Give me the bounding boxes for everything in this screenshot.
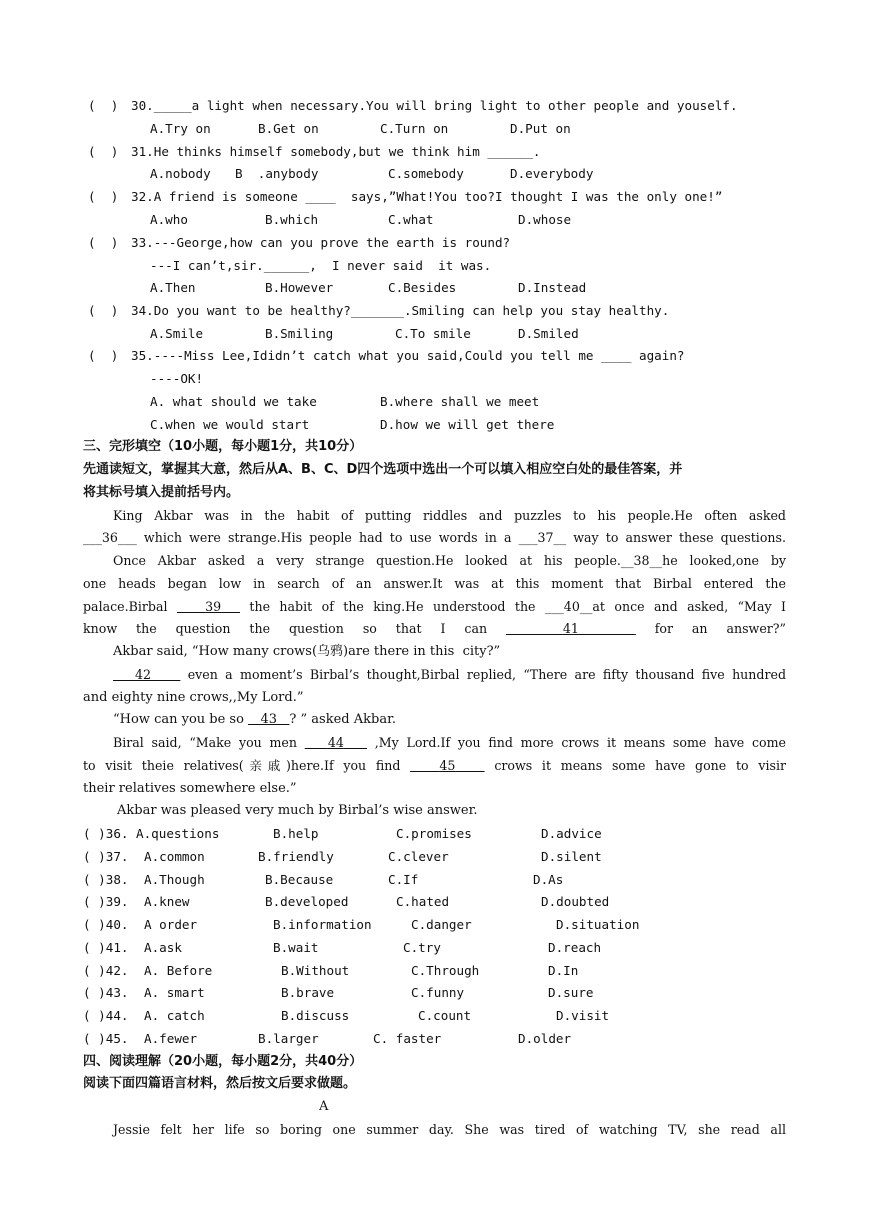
question-31-stem: 31.He thinks himself somebody,but we think him ______.: [131, 144, 541, 159]
passage-line: [83, 598, 786, 616]
q33-option-c[interactable]: C.Besides: [388, 280, 457, 295]
answer-paren[interactable]: ( ): [88, 303, 119, 318]
question-30-stem: 30._____a light when necessary.You will bring light to other people and youself.: [131, 98, 738, 113]
blank-39: 39: [205, 599, 222, 614]
cloze-number[interactable]: ( )37.: [83, 849, 129, 864]
cloze-option-c[interactable]: C.hated: [396, 894, 450, 909]
cloze-number[interactable]: ( )42.: [83, 963, 129, 978]
q31-option-c[interactable]: C.somebody: [388, 166, 464, 181]
cloze-option-a[interactable]: A order: [144, 917, 198, 932]
cloze-option-b[interactable]: B.larger: [258, 1031, 319, 1046]
passage-text: crows it means some have gone to visir: [494, 758, 786, 773]
question-32-stem: 32.A friend is someone ____ says,”What!You too?I thought I was the only one!”: [131, 189, 723, 204]
q32-option-b[interactable]: B.which: [265, 212, 319, 227]
cloze-option-c[interactable]: C.count: [418, 1008, 472, 1023]
q32-option-a[interactable]: A.who: [150, 212, 188, 227]
passage-a-label: A: [319, 1099, 329, 1114]
passage-line: one heads began low in search of an answer.It was at this moment that Birbal entered the: [83, 576, 786, 591]
q30-option-c[interactable]: C.Turn on: [380, 121, 449, 136]
cloze-option-b[interactable]: B.Without: [281, 963, 350, 978]
section-3-instruction-line2: 将其标号填入提前括号内。: [83, 485, 240, 500]
answer-paren[interactable]: ( ): [88, 235, 119, 250]
q31-option-a[interactable]: A.nobody: [150, 166, 211, 181]
cloze-number[interactable]: ( )43.: [83, 985, 129, 1000]
section-3-instruction-line1: 先通读短文，掌握其大意，然后从A、B、C、D四个选项中选出一个可以填入相应空白处的最佳答案，并: [83, 462, 683, 477]
section-4-instruction: 阅读下面四篇语言材料，然后按文后要求做题。: [83, 1076, 357, 1091]
cloze-option-a[interactable]: A.ask: [144, 940, 182, 955]
cloze-option-c[interactable]: C.If: [388, 872, 419, 887]
passage-line: [83, 757, 786, 775]
section-4-heading: 四、阅读理解（20小题，每小题2分，共40分）: [83, 1054, 363, 1069]
cloze-option-a[interactable]: A.questions: [136, 826, 220, 841]
cloze-option-a[interactable]: A.knew: [144, 894, 190, 909]
cloze-option-b[interactable]: B.help: [273, 826, 319, 841]
q31-option-b[interactable]: B .anybody: [235, 166, 319, 181]
cloze-option-b[interactable]: B.wait: [273, 940, 319, 955]
cloze-option-b[interactable]: B.discuss: [281, 1008, 350, 1023]
passage-a-first-line: Jessie felt her life so boring one summer day. She was tired of watching TV, she read all: [113, 1122, 786, 1137]
question-34-stem: 34.Do you want to be healthy?_______.Smiling can help you stay healthy.: [131, 303, 670, 318]
cloze-option-c[interactable]: C.promises: [396, 826, 472, 841]
q30-option-d[interactable]: D.Put on: [510, 121, 571, 136]
blank-44: 44: [327, 735, 344, 750]
cloze-option-d[interactable]: D.reach: [548, 940, 602, 955]
cloze-option-b[interactable]: B.brave: [281, 985, 335, 1000]
cloze-option-c[interactable]: C.try: [403, 940, 441, 955]
passage-line: [83, 666, 786, 684]
cloze-option-a[interactable]: A.Though: [144, 872, 205, 887]
passage-text: ,My Lord.If you find more crows it means some have come: [374, 735, 787, 750]
cloze-option-d[interactable]: D.As: [533, 872, 564, 887]
q33-option-d[interactable]: D.Instead: [518, 280, 587, 295]
cloze-option-d[interactable]: D.older: [518, 1031, 572, 1046]
q34-option-d[interactable]: D.Smiled: [518, 326, 579, 341]
passage-text: the habit of the king.He understood the ___40__at once and asked, “May I: [249, 599, 786, 614]
passage-line: Akbar was pleased very much by Birbal’s wise answer.: [117, 803, 478, 818]
blank-45: 45: [439, 758, 456, 773]
q34-option-a[interactable]: A.Smile: [150, 326, 204, 341]
question-33-stem: 33.---George,how can you prove the earth is round?: [131, 235, 511, 250]
cloze-option-a[interactable]: A.common: [144, 849, 205, 864]
section-3-heading: 三、完形填空（10小题，每小题1分，共10分）: [83, 439, 363, 454]
cloze-option-d[interactable]: D.doubted: [541, 894, 610, 909]
q31-option-d[interactable]: D.everybody: [510, 166, 594, 181]
cloze-option-d[interactable]: D.situation: [556, 917, 640, 932]
q35-option-b[interactable]: B.where shall we meet: [380, 394, 540, 409]
question-33-reply: ---I can’t,sir.______, I never said it was.: [150, 258, 492, 273]
q35-option-d[interactable]: D.how we will get there: [380, 417, 555, 432]
q35-option-a[interactable]: A. what should we take: [150, 394, 317, 409]
cloze-option-c[interactable]: C.funny: [411, 985, 465, 1000]
blank-42: 42: [135, 667, 152, 682]
q30-option-b[interactable]: B.Get on: [258, 121, 319, 136]
cloze-option-b[interactable]: B.developed: [265, 894, 349, 909]
answer-paren[interactable]: ( ): [88, 144, 119, 159]
q34-option-b[interactable]: B.Smiling: [265, 326, 334, 341]
cloze-number[interactable]: ( )45.: [83, 1031, 129, 1046]
q33-option-a[interactable]: A.Then: [150, 280, 196, 295]
cloze-option-a[interactable]: A.fewer: [144, 1031, 198, 1046]
passage-line: and eighty nine crows,,My Lord.”: [83, 690, 304, 705]
cloze-option-a[interactable]: A. smart: [144, 985, 205, 1000]
passage-line: King Akbar was in the habit of putting riddles and puzzles to his people.He often asked: [113, 508, 786, 523]
passage-text: palace.Birbal: [83, 599, 168, 614]
cloze-option-d[interactable]: D.silent: [541, 849, 602, 864]
cloze-option-c[interactable]: C.danger: [411, 917, 472, 932]
cloze-number[interactable]: ( )38.: [83, 872, 129, 887]
cloze-option-d[interactable]: D.In: [548, 963, 579, 978]
q32-option-d[interactable]: D.whose: [518, 212, 572, 227]
cloze-option-d[interactable]: D.visit: [556, 1008, 610, 1023]
blank-41: 41: [562, 621, 579, 636]
cloze-option-b[interactable]: B.Because: [265, 872, 334, 887]
q32-option-c[interactable]: C.what: [388, 212, 434, 227]
q33-option-b[interactable]: B.However: [265, 280, 334, 295]
passage-line: ___36___ which were strange.His people had to use words in a ___37__ way to answer these questions.: [83, 530, 786, 545]
passage-line: [83, 734, 786, 752]
cloze-option-b[interactable]: B.information: [273, 917, 372, 932]
passage-line: Once Akbar asked a very strange question.He looked at his people.__38__he looked,one by: [113, 553, 786, 568]
cloze-option-d[interactable]: D.advice: [541, 826, 602, 841]
answer-paren[interactable]: ( ): [88, 348, 119, 363]
question-35-stem: 35.----Miss Lee,Ididn’t catch what you said,Could you tell me ____ again?: [131, 348, 685, 363]
cloze-option-b[interactable]: B.friendly: [258, 849, 334, 864]
blank-43: 43: [260, 712, 278, 727]
passage-text: for an answer?”: [654, 621, 786, 636]
passage-line: their relatives somewhere else.”: [83, 781, 297, 796]
passage-line: [83, 620, 786, 638]
cloze-number[interactable]: ( )40.: [83, 917, 129, 932]
passage-line: Akbar said, “How many crows(乌鸦)are there in this city?”: [113, 644, 501, 659]
cloze-option-c[interactable]: C.Through: [411, 963, 480, 978]
cloze-number[interactable]: ( )44.: [83, 1008, 129, 1023]
passage-text: know the question the question so that I can: [83, 621, 507, 636]
q34-option-c[interactable]: C.To smile: [395, 326, 471, 341]
cloze-number[interactable]: ( )39.: [83, 894, 129, 909]
cloze-option-d[interactable]: D.sure: [548, 985, 594, 1000]
q35-option-c[interactable]: C.when we would start: [150, 417, 310, 432]
passage-text: to visit theie relatives(亲戚)here.If you find: [83, 758, 411, 773]
cloze-number[interactable]: ( )41.: [83, 940, 129, 955]
answer-paren[interactable]: ( ): [88, 98, 119, 113]
cloze-option-a[interactable]: A. Before: [144, 963, 213, 978]
cloze-option-c[interactable]: C. faster: [373, 1031, 442, 1046]
question-35-reply: ----OK!: [150, 371, 204, 386]
passage-text: even a moment’s Birbal’s thought,Birbal replied, “There are fifty thousand five hundred: [187, 667, 787, 682]
passage-text: Biral said, “Make you men: [113, 735, 305, 750]
answer-paren[interactable]: ( ): [88, 189, 119, 204]
cloze-option-c[interactable]: C.clever: [388, 849, 449, 864]
cloze-number[interactable]: ( )36.: [83, 826, 129, 841]
passage-line: “How can you be so 43 ? ” asked Akbar.: [113, 712, 397, 727]
cloze-option-a[interactable]: A. catch: [144, 1008, 205, 1023]
q30-option-a[interactable]: A.Try on: [150, 121, 211, 136]
